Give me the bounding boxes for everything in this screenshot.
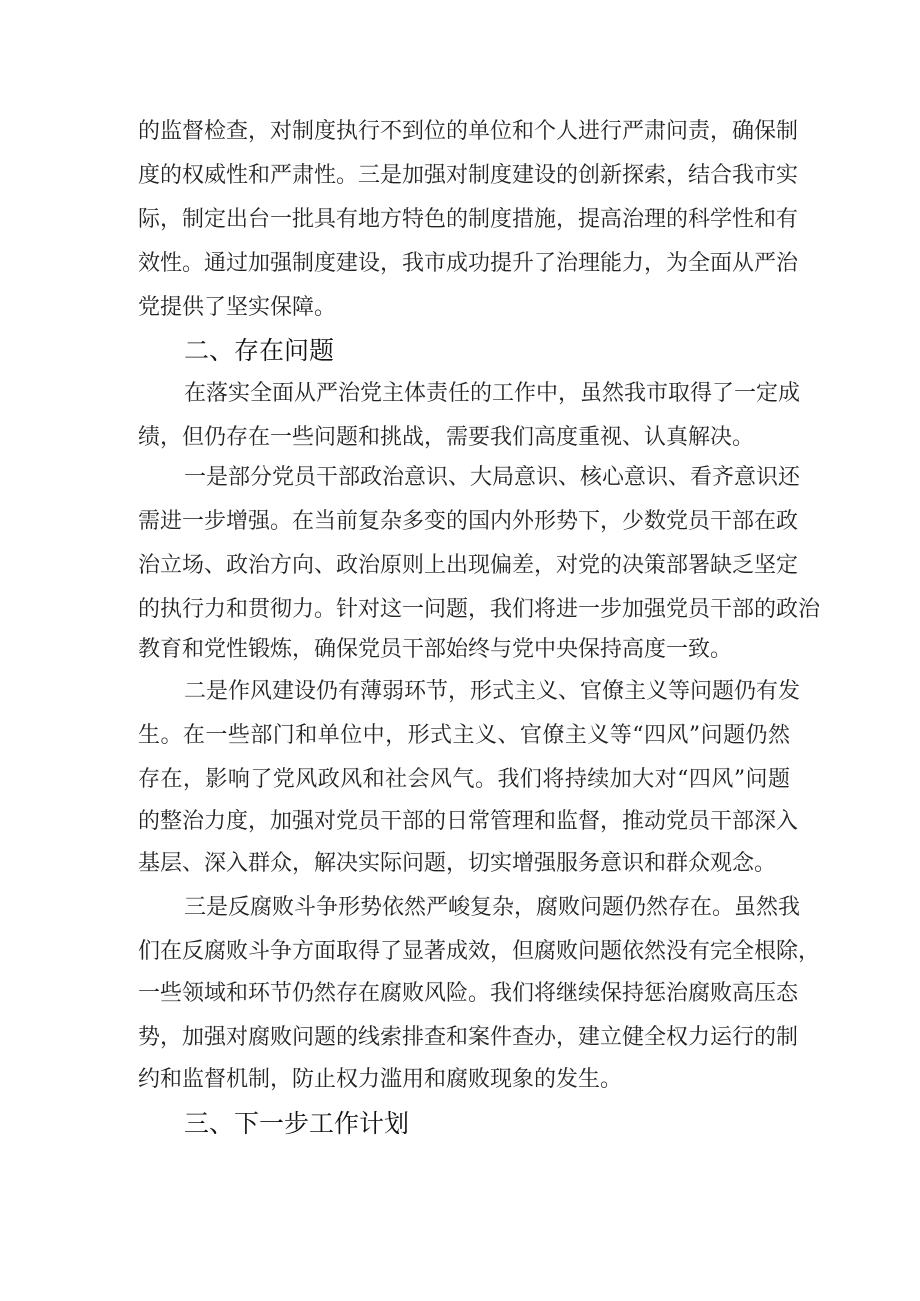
problem3-line-4: 势，加强对腐败问题的线索排查和案件查办，建立健全权力运行的制 — [138, 1025, 799, 1050]
problem1-line-3: 治立场、政治方向、政治原则上出现偏差，对党的决策部署缺乏坚定 — [138, 553, 799, 578]
problem1-line-4: 的执行力和贯彻力。针对这一问题，我们将进一步加强党员干部的政治 — [138, 597, 821, 622]
problem1-line-1: 一是部分党员干部政治意识、大局意识、核心意识、看齐意识还 — [184, 465, 801, 490]
section-heading-problems: 二、存在问题 — [184, 336, 335, 365]
section2-intro-line-2: 绩，但仍存在一些问题和挑战，需要我们高度重视、认真解决。 — [138, 425, 755, 450]
problem2-line-5: 基层、深入群众，解决实际问题，切实增强服务意识和群众观念。 — [138, 851, 777, 876]
problem3-line-5: 约和监督机制，防止权力滥用和腐败现象的发生。 — [138, 1067, 623, 1092]
problem2-line-2: 生。在一些部门和单位中，形式主义、官僚主义等“四风”问题仍然 — [138, 723, 790, 748]
problem1-line-5: 教育和党性锻炼，确保党员干部始终与党中央保持高度一致。 — [138, 637, 733, 662]
intro-line-3: 际，制定出台一批具有地方特色的制度措施，提高治理的科学性和有 — [138, 207, 799, 232]
problem3-line-3: 一些领域和环节仍然存在腐败风险。我们将继续保持惩治腐败高压态 — [138, 981, 799, 1006]
intro-line-1: 的监督检查，对制度执行不到位的单位和个人进行严肃问责，确保制 — [138, 119, 799, 144]
problem2-line-3: 存在，影响了党风政风和社会风气。我们将持续加大对“四风”问题 — [138, 767, 790, 792]
problem3-line-2: 们在反腐败斗争方面取得了显著成效，但腐败问题依然没有完全根除， — [138, 939, 821, 964]
intro-line-4: 效性。通过加强制度建设，我市成功提升了治理能力，为全面从严治 — [138, 251, 799, 276]
section2-intro-line-1: 在落实全面从严治党主体责任的工作中，虽然我市取得了一定成 — [184, 381, 801, 406]
problem3-line-1: 三是反腐败斗争形势依然严峻复杂，腐败问题仍然存在。虽然我 — [184, 895, 801, 920]
problem1-line-2: 需进一步增强。在当前复杂多变的国内外形势下，少数党员干部在政 — [138, 509, 799, 534]
problem2-line-4: 的整治力度，加强对党员干部的日常管理和监督，推动党员干部深入 — [138, 809, 799, 834]
section-heading-next-plan: 三、下一步工作计划 — [184, 1109, 410, 1138]
problem2-line-1: 二是作风建设仍有薄弱环节，形式主义、官僚主义等问题仍有发 — [184, 679, 801, 704]
intro-line-2: 度的权威性和严肃性。三是加强对制度建设的创新探索，结合我市实 — [138, 163, 799, 188]
intro-line-5: 党提供了坚实保障。 — [138, 295, 337, 320]
